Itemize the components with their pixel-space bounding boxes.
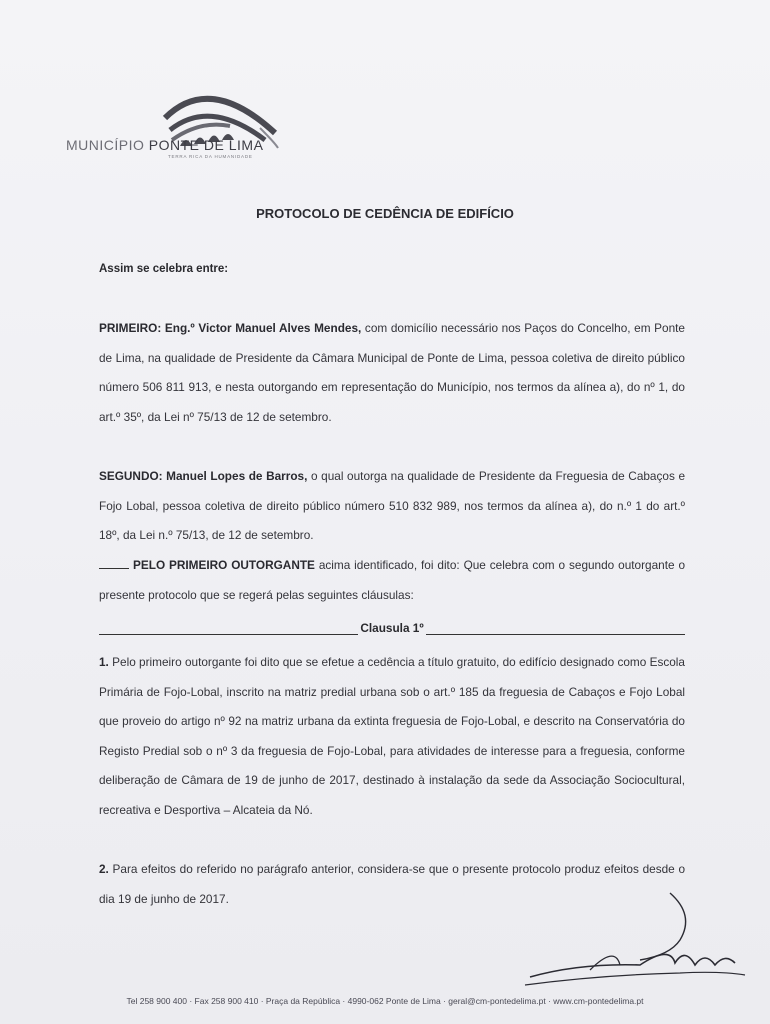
footer-contact: Tel 258 900 400 · Fax 258 900 410 · Praça da República · 4990-062 Ponte de Lima · geral@cm-pontedelima.pt · www.cm-pontedelima.pt: [126, 996, 644, 1006]
primeiro-text: com domicílio necessário nos Paços do Concelho, em Ponte de Lima, na qualidade de Presidente da Câmara Municipal de Ponte de Lima, pessoa coletiva de direito público número 506 811 913, e nesta outorgando em representação do Município, nos termos da alínea a), do nº 1, do art.º 35º, da Lei nº 75/13 de 12 de setembro.: [99, 321, 685, 424]
handwritten-signature: [520, 885, 750, 995]
blank-line: [99, 558, 129, 569]
municipality-logo-text: [66, 137, 263, 153]
document-title: PROTOCOLO DE CEDÊNCIA DE EDIFÍCIO: [256, 206, 514, 221]
item2-number: 2.: [99, 862, 109, 876]
municipality-tagline: TERRA RICA DA HUMANIDADE: [168, 154, 253, 159]
municipality-label: MUNICÍPIO: [66, 137, 145, 153]
item1-text: Pelo primeiro outorgante foi dito que se efetue a cedência a título gratuito, do edifício designado como Escola Primária de Fojo-Lobal, inscrito na matriz predial urbana sob o art.º 185 da freguesia de Cabaços e Fojo Lobal que proveio do artigo nº 92 na matriz urbana da extinta freguesia de Fojo-Lobal, e descrito na Conservatória do Registo Predial sob o nº 3 da freguesia de Fojo-Lobal, para atividades de interesse para a freguesia, conforme deliberação de Câmara de 19 de junho de 2017, destinado à instalação da sede da Associação Sociocultural, recreativa e Desportiva – Alcateia da Nó.: [99, 655, 685, 817]
clause-heading: [99, 621, 685, 635]
outorgante-lead: PELO PRIMEIRO OUTORGANTE: [133, 558, 315, 572]
clause-item-1: [99, 648, 685, 825]
clause-rule-left: [99, 624, 358, 635]
clause-rule-right: [426, 624, 685, 635]
intro-text: Assim se celebra entre:: [99, 263, 229, 275]
segundo-lead: SEGUNDO: Manuel Lopes de Barros,: [99, 469, 308, 483]
outorgante-text: acima identificado, foi dito: Que celebra com o segundo outorgante o presente protocolo que se regerá pelas seguintes cláusulas:: [99, 558, 685, 602]
paragraph-segundo: [99, 462, 685, 551]
segundo-text: o qual outorga na qualidade de Presidente da Freguesia de Cabaços e Fojo Lobal, pessoa coletiva de direito público número 510 832 989, nos termos da alínea a), do n.º 1 do art.º 18º, da Lei n.º 75/13, de 12 de setembro.: [99, 469, 686, 542]
municipality-name: PONTE DE LIMA: [148, 137, 264, 153]
paragraph-primeiro: [99, 314, 685, 432]
paragraph-outorgante: [99, 551, 685, 610]
item2-text: Para efeitos do referido no parágrafo anterior, considera-se que o presente protocolo produz efeitos desde o dia 19 de junho de 2017.: [99, 862, 685, 906]
item1-number: 1.: [99, 655, 109, 669]
clause-label: Clausula 1º: [360, 621, 424, 635]
bridge-logo-icon: [60, 78, 300, 178]
primeiro-lead: PRIMEIRO: Eng.º Victor Manuel Alves Mendes,: [99, 321, 362, 335]
